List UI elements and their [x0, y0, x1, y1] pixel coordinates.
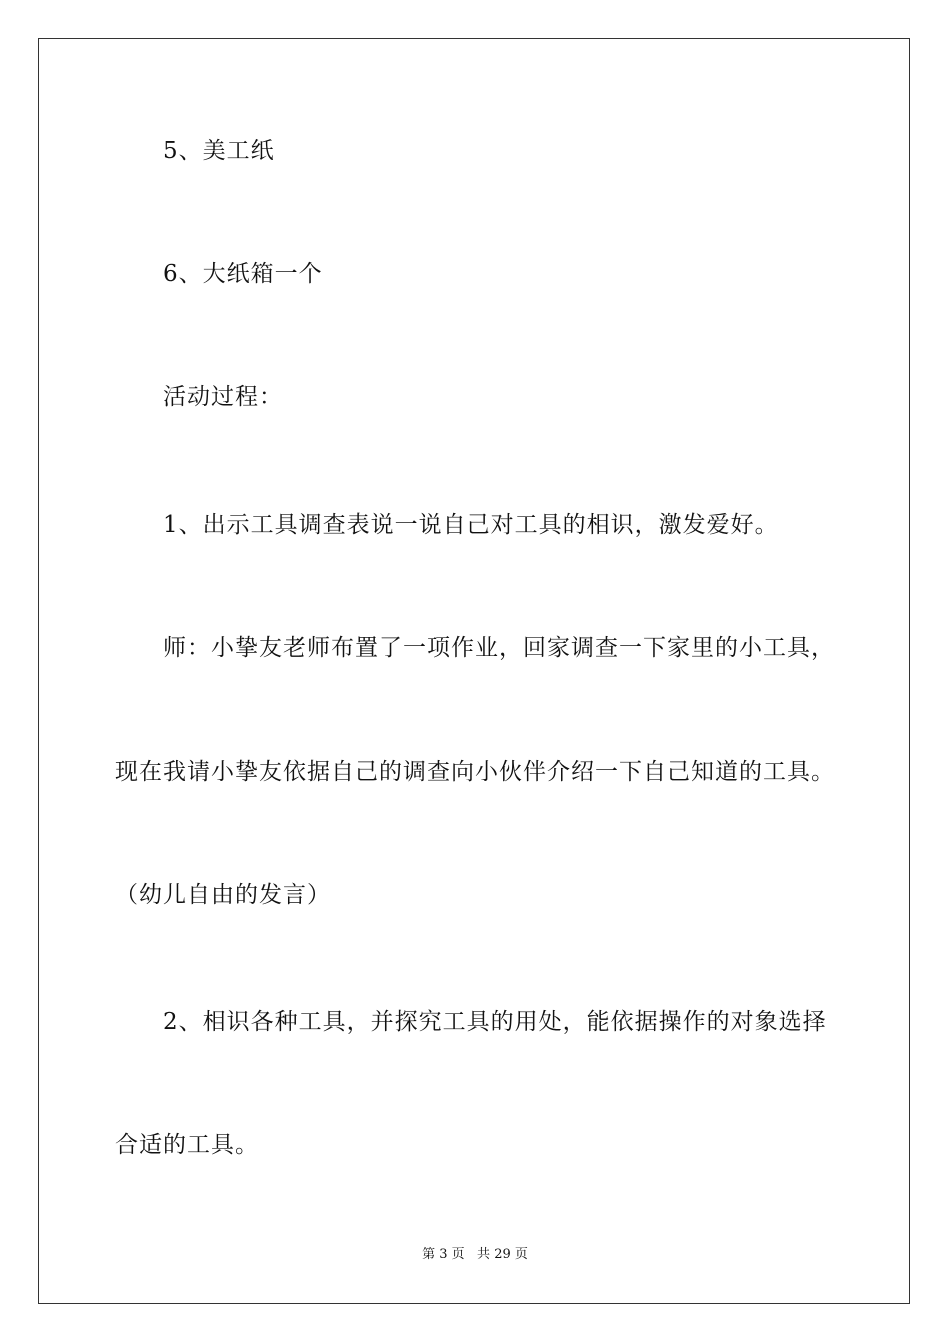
paragraph-line: 现在我请小挚友依据自己的调查向小伙伴介绍一下自己知道的工具。	[115, 759, 835, 785]
paragraph-line: 5、美工纸	[163, 138, 275, 164]
page-number-footer: 第 3 页 共 29 页	[422, 1247, 528, 1262]
paragraph-line: （幼儿自由的发言）	[115, 882, 331, 908]
paragraph-line: 2、相识各种工具，并探究工具的用处，能依据操作的对象选择	[163, 1009, 827, 1035]
paragraph-line: 1、出示工具调查表说一说自己对工具的相识，激发爱好。	[163, 512, 779, 538]
paragraph-line: 活动过程：	[163, 384, 283, 410]
page-border	[38, 38, 910, 1304]
paragraph-line: 师：小挚友老师布置了一项作业，回家调查一下家里的小工具，	[163, 635, 835, 661]
paragraph-line: 合适的工具。	[115, 1132, 259, 1158]
paragraph-line: 6、大纸箱一个	[163, 261, 323, 287]
